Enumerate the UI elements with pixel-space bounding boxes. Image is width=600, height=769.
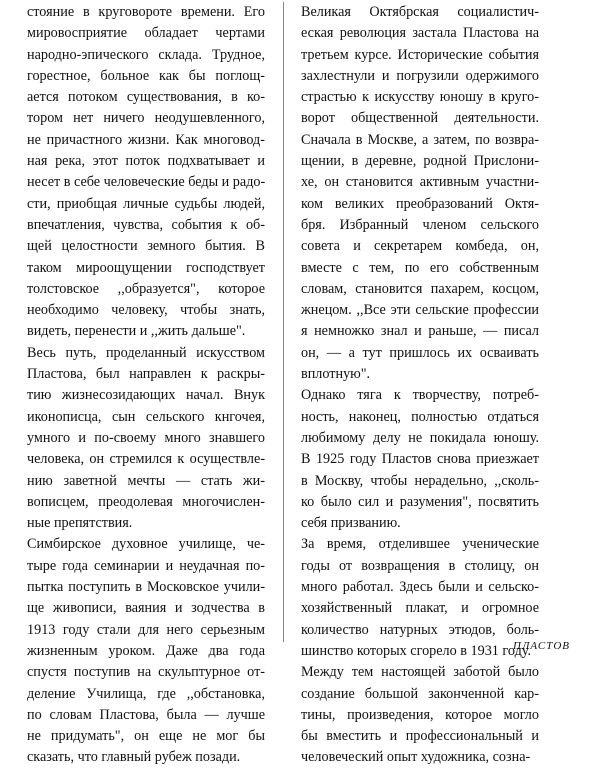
text-line: ность, наконец, полностью отдаться [301, 408, 539, 425]
text-line: ком великих преобразований Октя- [301, 195, 539, 212]
text-line: шинство которых сгорело в 1931 году. [301, 642, 532, 659]
text-line: совета и секретарем комбеда, он, [301, 238, 539, 255]
text-line: тором нет ничего неодушевленного, [27, 110, 265, 127]
text-line: щении, в деревне, родной Прислони- [301, 153, 539, 170]
text-line: Сначала в Москве, а затем, по возвра- [301, 131, 539, 148]
paragraph [27, 343, 265, 535]
text-line: количество натурных этюдов, боль- [301, 621, 539, 638]
text-line: мировосприятие обладает чертами [27, 25, 265, 42]
text-line: человеческий опыт художника, созна- [301, 749, 531, 766]
text-line: бря. Избранный членом сельского [301, 216, 539, 233]
text-line: по словам Пластова, была — лучше [27, 706, 265, 723]
paragraph [301, 2, 539, 385]
text-line: хозяйственный плакат, и огромное [301, 600, 539, 617]
text-line: словам, становится пахарем, косцом, [301, 280, 539, 297]
text-line: сказать, что главный рубеж позади. [27, 749, 241, 766]
text-line: За время, отделившее ученические [301, 536, 539, 553]
text-line: ная река, этот поток подхватывает и [27, 153, 265, 170]
text-line: видеть, перенести и ,,жить дальше". [27, 323, 246, 340]
text-line: народно-эпического склада. Трудное, [27, 46, 265, 63]
text-line: сти, приобщая личные судьбы людей, [27, 195, 265, 212]
text-line: тины, произведения, которое могло [301, 706, 539, 723]
paragraph [27, 534, 265, 768]
text-line: он, — а тут пришлось их осваивать [301, 344, 539, 361]
text-line: вместе с тем, по его собственным [301, 259, 539, 276]
text-line: ворот общественной деятельности. [301, 110, 539, 127]
text-line: годы от возвращения в столицу, он [301, 557, 539, 574]
text-line: Пластова, был направлен к раскры- [27, 366, 265, 383]
paragraph [301, 534, 539, 662]
text-line: В 1925 году Пластов снова приезжает [301, 451, 539, 468]
text-line: нию заветной мечты — стать жи- [27, 472, 265, 489]
text-line: деление Училища, где ,,обстановка, [27, 685, 265, 702]
text-line: вплотную". [301, 366, 371, 383]
text-line: страстью к искусству юношу в круго- [301, 89, 539, 106]
text-line: иконописца, сын сельского кнгочея, [27, 408, 265, 425]
text-line: бы вместить и профессиональный и [301, 728, 539, 745]
right-text-column [301, 2, 539, 769]
text-line: несет в себе человеческие беды и радо- [27, 174, 266, 191]
text-line: таком мироощущении господствует [27, 259, 265, 276]
text-line: ще живописи, ваяния и зодчества в [27, 600, 265, 617]
left-text-column [27, 2, 265, 769]
text-line: много работал. Здесь были и сельско- [301, 579, 539, 596]
text-line: я немножко знал и раньше, — писал [301, 323, 539, 340]
text-line: 1913 году стали для него серьезным [27, 621, 265, 638]
text-line: жнецом. ,,Все эти сельские профессии [301, 302, 539, 319]
paragraph [27, 2, 265, 343]
text-line: жизненным уроком. Даже два года [27, 642, 265, 659]
text-line: пытка поступить в Московское учили- [27, 579, 265, 596]
text-line: впечатления, чувства, события к об- [27, 216, 265, 233]
text-line: Однако тяга к творчеству, потреб- [301, 387, 539, 404]
text-line: хе, он становится активным участни- [301, 174, 539, 191]
text-line: захлестнули и погрузили одержимого [301, 67, 539, 84]
text-line: любимому делу не покидала юношу. [301, 429, 539, 446]
text-line: стояние в круговороте времени. Его [27, 4, 265, 20]
text-line: Симбирское духовное училище, че- [27, 536, 265, 553]
text-line: в Москву, чтобы нерадельно, ,,сколь- [301, 472, 539, 489]
text-line: третьем курсе. Исторические события [301, 46, 539, 63]
text-line: не придумать", он еще не мог бы [27, 728, 265, 745]
text-line: себя призванию. [301, 515, 401, 532]
text-line: создание большой законченной кар- [301, 685, 539, 702]
text-line: ко было сил и разумения", посвятить [301, 493, 539, 510]
text-line: Великая Октябрская социалистич- [301, 4, 539, 20]
running-footer: ПЛАСТОВ [513, 640, 570, 652]
text-line: тию жизнесозидающих начал. Внук [27, 387, 265, 404]
text-line: ается потоком существования, в ко- [27, 89, 265, 106]
text-line: тыре года семинарии и неудачная по- [27, 557, 265, 574]
text-line: вописцем, преодолевая многочислен- [27, 493, 265, 510]
text-line: не причастного жизни. Как многовод- [27, 131, 265, 148]
text-line: спустя поступив на скульптурное от- [27, 664, 265, 681]
text-line: горестное, больное как бы поглощ- [27, 67, 265, 84]
text-line: Между тем настоящей заботой было [301, 664, 539, 681]
paragraph [301, 662, 539, 768]
text-line: еская революция застала Пластова на [301, 25, 539, 42]
text-line: умного и по-своему много знавшего [27, 429, 265, 446]
text-line: ные препятствия. [27, 515, 133, 532]
paragraph [301, 385, 539, 534]
text-line: Весь путь, проделанный искусством [27, 344, 265, 361]
column-divider [283, 2, 284, 642]
text-line: человека, он стремился к осуществле- [27, 451, 265, 468]
text-line: толстовское ,,образуется", которое [27, 280, 265, 297]
text-line: необходимо человеку, чтобы знать, [27, 302, 265, 319]
text-line: щей целостности земного бытия. В [27, 238, 265, 255]
